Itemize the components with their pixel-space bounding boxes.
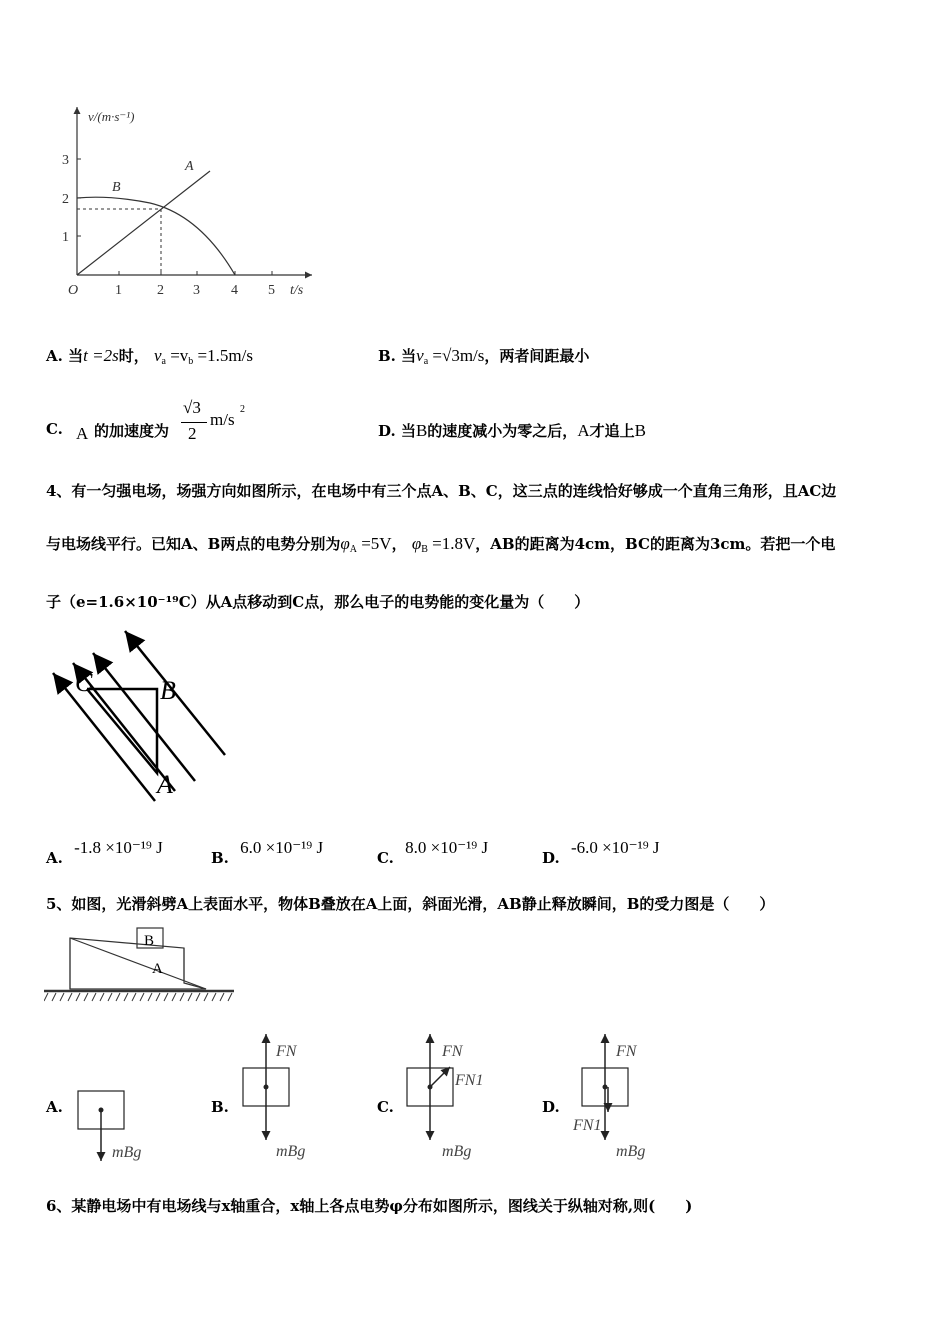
q4-line2: 与电场线平行。已知A、B两点的电势分别为$\varphi_A =5V$， $\varphi_B =1.8V$，AB的距离为4cm，BC的距离为3cm。若把一个电 xyxy=(46,534,836,555)
line-a xyxy=(77,171,210,275)
q4-line3: 子（e=1.6×10⁻¹⁹C）从A点移动到C点，那么电子的电势能的变化量为（ ） xyxy=(46,593,590,611)
q5-option-d-diagram[interactable] xyxy=(570,1030,665,1165)
q6-question: 6、某静电场中有电场线与x轴重合，x轴上各点电势φ分布如图所示，图线关于纵轴对称,则( ) xyxy=(46,1197,693,1215)
normal-force-label: FN xyxy=(616,1043,637,1060)
q4-line1: 4、有一匀强电场，场强方向如图所示，在电场中有三个点A、B、C，这三点的连线恰好够成一个直角三角形，且AC边 xyxy=(46,482,837,500)
q5-option-a-diagram[interactable] xyxy=(70,1085,160,1165)
x-axis-label: t/s xyxy=(290,283,304,298)
line-a-label: A xyxy=(185,159,194,174)
normal-force-label: FN xyxy=(276,1043,297,1060)
fraction-numerator: √3 xyxy=(183,398,201,417)
q4-option-c[interactable]: C. 8.0 ×10⁻¹⁹ J xyxy=(377,838,489,867)
weight-label: mBg xyxy=(112,1144,142,1161)
x-tick-2: 2 xyxy=(157,283,164,298)
weight-label: mBg xyxy=(616,1143,646,1160)
q5-option-d-label[interactable]: D. xyxy=(542,1098,560,1116)
q3-option-d[interactable]: D. 当B的速度减小为零之后，A才追上B xyxy=(378,421,646,440)
x-tick-4: 4 xyxy=(231,283,238,298)
q5-question: 5、如图，光滑斜劈A上表面水平，物体B叠放在A上面，斜面光滑，AB静止释放瞬间，B的受力图是（ ） xyxy=(46,895,775,913)
q5-option-b-diagram[interactable] xyxy=(236,1030,326,1165)
x-tick-3: 3 xyxy=(193,283,200,298)
y-tick-3: 3 xyxy=(62,153,69,168)
origin-label: O xyxy=(68,283,79,298)
y-tick-2: 2 xyxy=(62,192,69,207)
q3-option-a[interactable]: A. 当t =2s时， $v_a =v_b =1.5m/s$ xyxy=(46,346,253,367)
electric-field-figure xyxy=(45,625,240,810)
point-a-label: A xyxy=(157,770,173,799)
wedge-figure xyxy=(44,925,239,1007)
point-b-label: B xyxy=(160,676,176,705)
q4-option-b[interactable]: B. 6.0 ×10⁻¹⁹ J xyxy=(211,838,324,867)
weight-label: mBg xyxy=(442,1143,472,1160)
x-tick-5: 5 xyxy=(268,283,275,298)
wedge-a-label: A xyxy=(152,961,163,977)
q5-option-c-label[interactable]: C. xyxy=(377,1098,394,1116)
q5-option-b-label[interactable]: B. xyxy=(211,1098,229,1116)
q5-option-a-label[interactable]: A. xyxy=(46,1098,63,1116)
point-c-label: C xyxy=(75,668,93,697)
y-tick-1: 1 xyxy=(62,230,69,245)
block-b-label: B xyxy=(144,933,155,949)
fraction-denominator: 2 xyxy=(188,424,197,443)
y-axis-label: v/(m·s⁻¹) xyxy=(88,109,135,124)
weight-label: mBg xyxy=(276,1143,306,1160)
field-line-3 xyxy=(93,653,195,781)
curve-b-label: B xyxy=(112,180,121,195)
velocity-time-graph xyxy=(50,95,330,305)
x-tick-1: 1 xyxy=(115,283,122,298)
q4-option-a[interactable]: A. -1.8 ×10⁻¹⁹ J xyxy=(46,838,163,867)
normal-force-1-label: FN1 xyxy=(573,1117,602,1134)
normal-force-1-label: FN1 xyxy=(455,1072,484,1089)
field-line-1 xyxy=(53,673,155,801)
q3-option-b[interactable]: B. 当$v_a =√3m/s$，两者间距最小 xyxy=(378,346,590,367)
q5-option-c-diagram[interactable] xyxy=(402,1030,497,1165)
q4-option-d[interactable]: D. -6.0 ×10⁻¹⁹ J xyxy=(542,838,660,867)
normal-force-label: FN xyxy=(442,1043,463,1060)
